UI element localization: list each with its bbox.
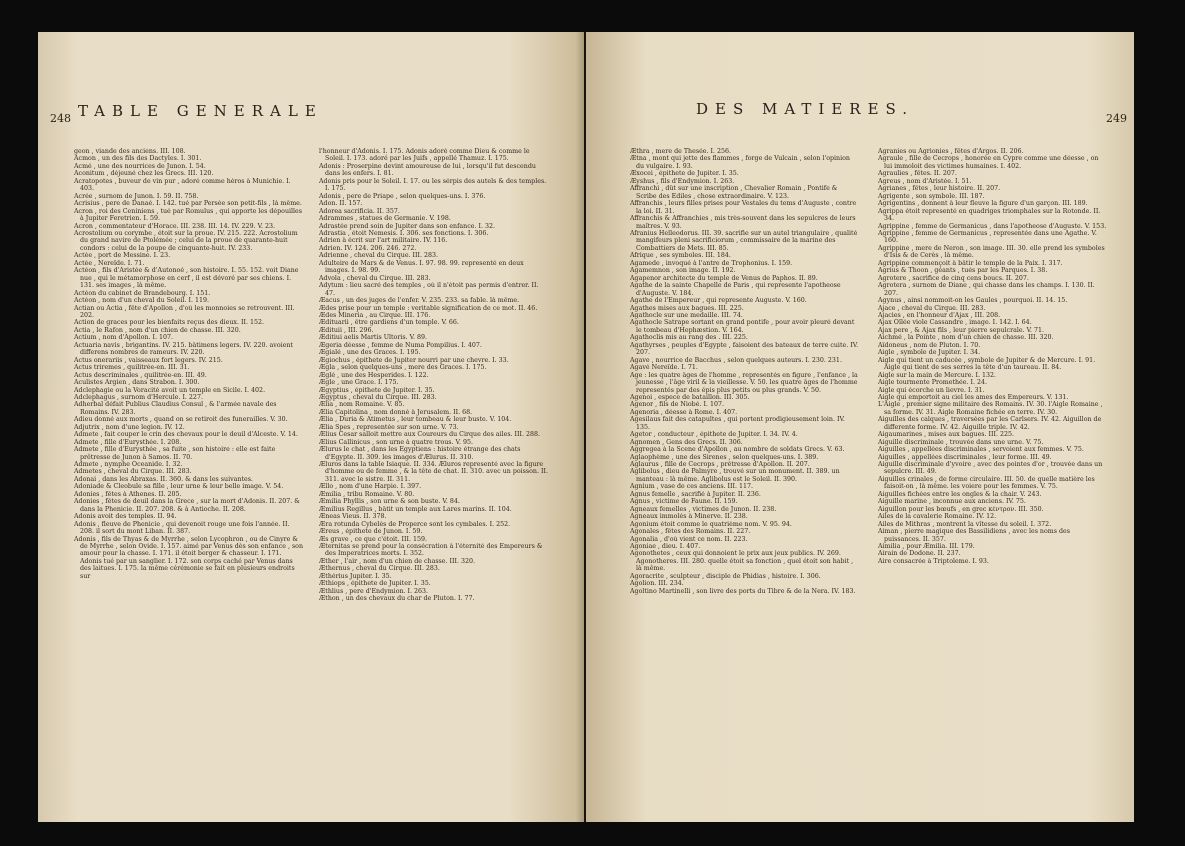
index-entry: Adonies , fêtes à Athenes. II. 205. (74, 490, 182, 498)
index-entry: Adytum : lieu sacré des temples , où il n'étoit pas permis d'entrer. II. 47. (319, 282, 539, 297)
index-entry: Acron , roi des Ceniniens , tué par Romulus , qui apporte les dépouilles à Jupiter Feretrien. I. 59. (74, 207, 303, 223)
index-entry: Adclephagus , surnom d'Hercule. I. 227. (74, 393, 203, 401)
index-entry: Æther , l'air , nom d'un chien de chasse. III. 320. (319, 557, 476, 565)
index-entry: Aigle tourmente Promethée. I. 24. (878, 379, 988, 387)
page-number-left: 248 (50, 112, 71, 125)
index-entry: Agrippine , femme de Germanicus , representée dans une Agathe. V. 160. (878, 229, 1097, 245)
index-entry: Acratopotes , buveur de vin pur , adoré comme héros à Munichie. I. 403. (74, 177, 291, 193)
index-entry: Agathyrses , peuples d'Egypte , faisoient des bateaux de terre cuite. IV. 207. (630, 341, 859, 357)
index-entry: Agolion. III. 234. (630, 580, 684, 588)
index-entry: Affranchis & Affranchies , mis très-souvent dans les sepulcres de leurs maîtres. V. 93. (630, 215, 856, 230)
index-entry: Aiguilles des calques , traversées par les Carlsers. IV. 42. Aiguillon de differente forme. IV. 42. Aiguille triple. IV. 42. (878, 416, 1102, 431)
index-entry: Adon. II. 157. (319, 200, 363, 208)
index-entry: Ægle , une Grace. I. 175. (319, 379, 399, 387)
index-entry: geon , viande des anciens. III. 108. (74, 148, 186, 155)
index-entry: Acrisius , pere de Danaé. I. 142. tué par Persée son petit-fils , là même. (74, 200, 302, 208)
index-entry: Agrotera , surnom de Diane , qui chasse dans les champs. I. 130. II. 207. (878, 282, 1095, 297)
index-entry: Agrigente , son symbole. III. 187. (878, 192, 985, 200)
index-entry: Agrigentins , donnent à leur fleuve la figure d'un garçon. III. 189. (878, 200, 1088, 208)
index-entry: Aimilia , pour Æmilia. III. 179. (878, 543, 975, 551)
index-entry: Ægyptus , cheval du Cirque. III. 283. (319, 393, 437, 401)
index-entry: Agetor , conducteur , épithete de Jupiter. I. 34. IV. 4. (630, 431, 798, 439)
index-entry: Agrippa étoit representé en quadriges triomphales sur la Rotonde. II. 34. (878, 207, 1101, 223)
index-entry: Aiguilles , appellées discriminales , leur forme. III. 49. (878, 453, 1052, 461)
index-entry: Æmilia , tribu Romaine. V. 80. (319, 490, 415, 498)
index-entry: Agrippine commençoit à bâtir le temple de la Paix. I. 317. (878, 259, 1063, 267)
index-entry: Agrippine , femme de Germanicus , dans l'apotheose d'Auguste. V. 153. (878, 222, 1107, 230)
index-entry: Æternitas se prend pour la consécration à l'éternité des Empereurs & des Imperatrices morts. I. 352. (319, 543, 543, 558)
index-entry: Agavé Nereïde. I. 71. (630, 364, 698, 372)
index-column-right-1 (630, 148, 860, 595)
index-entry: Actian ou Actia , fête d'Apollon , d'où les monnoies se retrouvent. III. 202. (74, 304, 295, 319)
index-entry: Actus onerariis , vaisseaux fort legers. IV. 215. (74, 356, 223, 364)
index-entry: Ælia , Duria & Atimetus , leur tombeau & leur buste. V. 104. (319, 416, 512, 424)
index-entry: Ælius Cesar salloit mettre aux Coureurs du Cirque des ailes. III. 288. (319, 431, 541, 439)
index-entry: Æthiops , épithete de Jupiter. I. 35. (319, 580, 431, 588)
index-entry: Agynus , ainsi nommoit-on les Gaules , pourquoi. II. 14. 15. (878, 297, 1068, 305)
index-entry: Aiguilles , appellées discriminales , servoient aux femmes. V. 75. (878, 446, 1084, 454)
index-entry: Agneaux immolés à Minerve. II. 238. (630, 513, 748, 521)
index-entry: Adonis pris pour le Soleil. I. 17. ou les sérpis des autels & des temples. I. 175. (319, 177, 547, 193)
index-entry: Acrée , surnom de Junon. I. 59. II. 758. (74, 192, 199, 200)
index-entry: Ægialé , une des Graces. I. 195. (319, 349, 421, 357)
index-entry: Ægeria déesse , femme de Numa Pompilius. I. 407. (319, 341, 482, 349)
index-entry: Adonis : Proserpine devint amoureuse de lui , lorsqu'il fut descendu dans les enfers. I. 81. (319, 162, 536, 178)
index-entry: Ætna , mont qui jette des flammes , forge de Vulcain , selon l'opinion du vulgaire. I. 93. (630, 155, 850, 170)
index-entry: Actéon , nom d'un cheval du Soleil. I. 119. (74, 297, 209, 305)
left-page (38, 32, 584, 822)
index-entry: Adonis , fleuve de Phenicie , qui devenoit rouge une fois l'année. II. 208. il sort du mont Liban. II. 387. (74, 520, 290, 536)
index-entry: Admete , fille d'Eurysthée , sa fuite , son histoire : elle est faite prêtresse de Junon à Samos. II. 70. (74, 446, 276, 461)
index-entry: Adorea sacrificia. II. 357. (319, 207, 400, 215)
index-entry: Acmé , une des nourrices de Junon. I. 54. (74, 162, 206, 170)
index-entry: Aigle sur la main de Mercure. I. 132. (878, 371, 996, 379)
index-entry: Aïdoneus , nom de Pluton. I. 70. (878, 341, 981, 349)
index-entry: Actée , Nereïde. I. 71. (74, 259, 145, 267)
index-entry: Aculistes Argien , dans Strabon. I. 300. (74, 379, 200, 387)
index-entry: Ailes de Mithras , montrent la vîtesse du soleil. I. 372. (878, 520, 1052, 528)
index-entry: Adjutrix , nom d'une legion. IV. 12. (74, 423, 185, 431)
index-entry: Affranchis , leurs filles prises pour Vestales du tems d'Auguste , contre la loi. II. 31. (630, 200, 857, 215)
index-column-left-2 (319, 148, 549, 603)
index-entry: Aiguille marine , inconnue aux anciens. IV. 75. (878, 498, 1026, 506)
index-entry: Aiguillon pour les bœufs , en grec κέντρον. III. 350. (878, 505, 1044, 513)
index-entry: Agathoclis mis au rang des . III. 225. (630, 334, 748, 342)
index-entry: Æthérius Jupiter. I. 35. (319, 572, 392, 580)
index-entry: Agoltino Martinelli , son livre des ports du Tibre & de la Nera. IV. 183. (630, 587, 856, 595)
index-entry: Adherbal défait Publius Claudius Consul , & l'armée navale des Romains. IV. 283. (74, 401, 277, 416)
index-entry: Æmilia Phyllis , son urne & son buste. V. 84. (319, 498, 460, 506)
index-entry: Aconitum , déjeuné chez les Grecs. III. 120. (74, 170, 214, 178)
index-entry: Ægiochus , épithete de Jupiter nourri par une chevre. I. 33. (319, 356, 509, 364)
index-entry: Actuaria navis , brigantins. IV. 215. bâtimens legers. IV. 220. avoient differens nombres de rameurs. IV. 220. (74, 341, 293, 357)
index-entry: Agoniae , dieu. I. 407. (630, 543, 701, 551)
index-entry: Agesilaus fait des catapultes , qui portent prodigieusement loin. IV. 135. (630, 416, 845, 431)
index-entry: Aiguille discriminale d'yvoire , avec des pointes d'or , trouvée dans un sepulcre. III. 49. (878, 461, 1103, 476)
index-entry: Agave , nourrice de Bacchus , selon quelques auteurs. I. 230. 231. (630, 356, 842, 364)
index-entry: Agrotere , sacrifice de cinq cens boucs. II. 207. (878, 274, 1029, 282)
index-entry: Admete , nymphe Oceanide. I. 32. (74, 461, 183, 469)
index-entry: Ajace , cheval du Cirque. III. 283. (878, 304, 986, 312)
index-entry: Agnomen , Gens des Grecs. II. 306. (630, 438, 743, 446)
index-entry: Adonis avoit des temples. II. 94. (74, 513, 177, 521)
index-entry: Ædituii , III. 296. (319, 326, 374, 334)
index-entry: Admete , fille d'Eurysthée. I. 208. (74, 438, 182, 446)
index-entry: Æra rotunda Cybelès de Properce sont les cymbales. I. 252. (319, 520, 511, 528)
index-entry: Agnus , victime de Faune. II. 159. (630, 498, 738, 506)
index-entry: Agapenor architecte du temple de Venus de Paphos. II. 89. (630, 274, 818, 282)
index-entry: Ælia Spes , representée sur son urne. V. 73. (319, 423, 459, 431)
index-entry: Ælia Capitolina , nom donné à Jerusalem. II. 68. (319, 408, 473, 416)
index-entry: Æmilius Regillus , bâtit un temple aux Lares marins. II. 104. (319, 505, 512, 513)
index-entry: Aiguilles crinales , de forme circulaire. III. 50. de quelle matière les faisoit-on , là même. les voiere pour les femmes. V. 75. (878, 475, 1095, 491)
index-entry: Adoniade & Cleobule sa fille , leur urne & leur belle image. V. 54. (74, 483, 284, 491)
index-entry: Æneas Vieus. II. 378. (319, 513, 387, 521)
index-entry: Adrienne , cheval du Cirque. III. 283. (319, 252, 439, 260)
index-entry: Ægyptius , épithete de Jupiter. I. 35. (319, 386, 435, 394)
index-entry: Ælia , nom Romaine. V. 85. (319, 401, 405, 409)
index-entry: l'honneur d'Adonis. I. 175. Adonis adoré comme Dieu & comme le Soleil. I. 173. adoré par les Juifs , appellé Thamuz. I. 175. (319, 148, 530, 163)
index-entry: Admetes , cheval du Cirque. III. 283. (74, 468, 192, 476)
index-entry: Adrastia , étoit Nemesis. I. 306. ses fonctions. I. 306. (319, 229, 489, 237)
index-entry: Advola , cheval du Cirque. III. 283. (319, 274, 431, 282)
index-column-right-2 (878, 148, 1108, 565)
index-entry: Actéon du cabinet de Brandebourg. I. 151. (74, 289, 211, 297)
index-entry: Agrippine , mere de Neron , son image. III. 30. elle prend les symboles d'Isis & de Cerès , là même. (878, 244, 1105, 260)
index-entry: Æthlius , pere d'Endymion. I. 263. (319, 587, 429, 595)
index-entry: Agonium étoit comme le quatrième nom. V. 95. 94. (630, 520, 792, 528)
index-entry: L'Aigle , premier signe militaire des Romains. IV. 30. l'Aigle Romaine , sa forme. IV. 31. Aigle Romaine fichée en terre. IV. 30. (878, 401, 1103, 416)
index-entry: Aiman , pierre magique des Bassilidiens , avec les noms des puissances. II. 357. (878, 528, 1070, 543)
index-entry: Æthon , un des chevaux du char de Pluton. I. 77. (319, 595, 475, 603)
index-entry: Acrostolium ou corymbe , étoit sur la proue. IV. 215. 222. Acrostolium du grand navire de Ptolémée ; celui de la proue de quarante-huit condors : celui de la poupe de cinquante-huit. IV. 233. (74, 229, 298, 252)
index-entry: Agoracrite , sculpteur , disciple de Phidias , histoire. I. 306. (630, 572, 821, 580)
index-entry: Adulteire de Mars & de Venus. I. 97. 98. 99. representé en deux images. I. 98. 99. (319, 259, 524, 275)
index-entry: Aigaumarines , mises aux bagues. III. 225. (878, 431, 1015, 439)
index-entry: Agrianes , fêtes , leur histoire. II. 207. (878, 185, 1001, 193)
index-column-left-1 (74, 148, 304, 580)
index-entry: Agathocle Satrape sortant en grand pontife , pour avoir pleuré devant le tombeau d'Hephæstion. V. 164. (630, 319, 855, 334)
right-page (586, 32, 1134, 822)
index-entry: Ægla , selon quelques-uns , mere des Graces. I. 175. (319, 364, 487, 372)
index-entry: Æluros dans la table Isiaque. II. 334. Æluros representé avec la figure d'homme ou de femme , & la tête de chat. II. 310. avec un poisson. II. 311. avec le sistre. II. 311. (319, 461, 548, 483)
index-entry: Aigle qui emportoit au ciel les ames des Empereurs. V. 131. (878, 393, 1069, 401)
index-entry: Agonales , fêtes des Romains. II. 227. (630, 528, 751, 536)
index-entry: Adrastée prend soin de Jupiter dans son enfance. I. 32. (319, 222, 495, 230)
index-entry: Adrammes , statues de Germanie. V. 198. (319, 215, 451, 223)
index-entry: Aglaurus , fille de Cecrops , prêtresse d'Apollon. II. 207. (630, 461, 810, 469)
index-entry: Agenor , fils de Niobé. I. 107. (630, 401, 724, 409)
index-entry: Actus descriminales , quilitrée-en. III. 49. (74, 371, 207, 379)
index-entry: Æreus , épithete de Junon. I. 59. (319, 528, 423, 536)
index-entry: Æditiui aelis Martis Ultoris. V. 89. (319, 334, 428, 342)
index-entry: Actéon , fils d'Aristée & d'Autonoé , son histoire. I. 55. 152. voit Diane nue , qui le métamorphose en cerf , il est dévoré par ses chiens. I. 131. ses images , là même. (74, 267, 299, 290)
index-entry: Ajax pere , & Ajax fils , leur pierre sepulcrale. V. 71. (878, 326, 1045, 334)
index-entry: Ælurus le chat , dans les Egyptiens : histoire étrange des chats d'Egypte. II. 309. les images d'Ælurus. II. 310. (319, 446, 521, 461)
index-entry: Agonothetes , ceux qui donnoient le prix aux jeux publics. IV. 269. Agonotheres. III. 280. quelle étoit sa fonction , quel étoit son habit , là même. (630, 550, 854, 573)
index-entry: Action de graces pour les bienfaits reçus des dieux. II. 152. (74, 319, 264, 327)
index-entry: Ædes prise pour un temple : veritable signification de ce mot. II. 46. (319, 304, 538, 312)
index-entry: Agnium , vase de ces anciens. III. 117. (630, 483, 754, 491)
index-entry: Adonis , pere de Priape , selon quelques-uns. I. 376. (319, 192, 486, 200)
index-entry: Agrius & Thoon , géants , tués par les Parques. I. 38. (878, 267, 1048, 275)
index-entry: Acron , commentateur d'Horace. III. 238. III. 14. IV. 229. V. 23. (74, 222, 276, 230)
index-entry: Agenoria , déesse à Rome. I. 407. (630, 408, 738, 416)
index-entry: Ailes de la cavalerie Romaine. IV. 12. (878, 513, 997, 521)
index-entry: Aichmé , la Pointe , nom d'un chien de chasse. III. 320. (878, 334, 1054, 342)
index-entry: Agraulies , fêtes. II. 207. (878, 170, 957, 178)
index-entry: Adclephagie ou la Voracité avoit un temple en Sicile. I. 402. (74, 386, 266, 394)
index-entry: Agranies ou Agrionies , fêtes d'Argos. II. 206. (878, 148, 1024, 155)
index-entry: Æxocei , épithete de Jupiter. I. 35. (630, 170, 739, 178)
index-entry: Acmon , un des fils des Dactyles. I. 301. (74, 155, 202, 163)
running-head-left: TABLE GENERALE (78, 102, 323, 120)
index-entry: Agnus femelle , sacrifié à Jupiter. II. 236. (630, 490, 761, 498)
index-entry: Agamemnon , son image. II. 192. (630, 267, 736, 275)
index-entry: Agreus , nom d'Aristée. I. 51. (878, 177, 972, 185)
running-head-right: DES MATIERES. (696, 100, 915, 118)
index-entry: Adonies , fêtes de deuil dans la Grece , sur la mort d'Adonis. II. 207. & dans la Phenicie. II. 207. 208. & à Antioche. II. 208. (74, 498, 300, 513)
index-entry: Æglé , une des Hesperides. I. 122. (319, 371, 429, 379)
index-entry: Agraule , fille de Cecrops , honorée en Cypre comme une déesse , on lui immoloit des victimes humaines. I. 402. (878, 155, 1099, 170)
index-entry: Admete , fait couper le crin des chevaux pour le deuil d'Alceste. V. 14. (74, 431, 298, 439)
index-entry: Agathe de l'Empereur , qui represente Auguste. V. 160. (630, 297, 807, 305)
index-entry: Ællo , nom d'une Harpie. I. 397. (319, 483, 422, 491)
index-entry: Adieu donné aux morts , quand on se retiroit des funerailles. V. 30. (74, 416, 288, 424)
index-entry: Æs grave , ce que c'étoit. III. 159. (319, 535, 428, 543)
index-entry: Airain de Dodone. II. 237. (878, 550, 961, 558)
index-entry: Agenoi , espece de bataillon. III. 305. (630, 393, 750, 401)
index-entry: Ajacies , en l'honneur d'Ajax , III. 208. (878, 311, 1001, 319)
index-entry: Adrien. IV. 124. 206. 246. 272. (319, 244, 417, 252)
index-entry: Ælius Callinicus , son urne à quatre trous. V. 95. (319, 438, 473, 446)
index-entry: Adonis , fils de Thyas & de Myrrhe , selon Lycophron , ou de Cinyre & de Myrrhe , selon Ovide. I. 157. aimé par Venus dès son enfance , son amour pour la chasse. I. 171. il étoit berger & chasseur. I. 171. Adonis tué par un sanglier. I. 172. son corps caché par Venus dans des laitues. I. 175. la même cérémonie se fait en plusieurs endroits sur (74, 535, 304, 580)
index-entry: Ædes Mineria , au Cirque. III. 176. (319, 311, 431, 319)
index-entry: Actus triremes , quilitrée-en. III. 31. (74, 364, 190, 372)
index-entry: Aglibolus , dieu de Palmyre , trouvé sur un monument. II. 389. un manteau : là même. Aglibolus est le Soleil. II. 390. (630, 468, 840, 483)
index-entry: Afranius Helleodorus. III. 39. sacrifie sur un autel triangulaire , qualité mangifeurs pleni sacrificiorum , commissaire de la marine des Combattiers de Mets. III. 85. (630, 229, 858, 252)
index-entry: Ajax Oïlée viole Cassandre , image. I. 142. I. 64. (878, 319, 1032, 327)
index-entry: Agamede , invoqué à l'antre de Trophonius. I. 159. (630, 259, 793, 267)
index-entry: Æacus , un des juges de l'enfer. V. 235. 233. sa fable. là même. (319, 297, 520, 305)
index-entry: Aire consacrée à Triptoleme. I. 93. (878, 557, 989, 565)
index-entry: Agonalia , d'où vient ce nom. II. 223. (630, 535, 748, 543)
index-entry: Agathes mises aux bagues. III. 225. (630, 304, 744, 312)
index-entry: Aiguille discriminale , trouvée dans une urne. V. 75. (878, 438, 1044, 446)
index-entry: Æthernus , cheval du Cirque. III. 283. (319, 565, 440, 573)
page-number-right: 249 (1106, 112, 1127, 125)
index-entry: Agathe de la sainte Chapelle de Paris , qui represente l'apotheose d'Auguste. V. 184. (630, 282, 841, 297)
index-entry: Age : les quatre âges de l'homme , representés en figure , l'enfance , la jeunesse , l'âge viril & la vieillesse. V. 50. les quatre âges de l'homme representés par des épis plus petits ou plus grands. V. 50. (630, 371, 858, 394)
index-entry: Actia , le Rafon , nom d'un chien de chasse. III. 320. (74, 326, 241, 334)
index-entry: Aiguilles fichées entre les ongles & la chair. V. 243. (878, 490, 1042, 498)
index-entry: Adonai , dans les Abraxas. II. 360. & dans les suivantes. (74, 475, 253, 483)
index-entry: Ædituarii , être gardiens d'un temple. V. 66. (319, 319, 459, 327)
index-entry: Adrien à écrit sur l'art militaire. IV. 116. (319, 237, 448, 245)
index-entry: Affranchi , dût sur une inscription , Chevalier Romain , Pontife & Scribe des Ediles , chose extraordinaire. V. 123. (630, 185, 838, 200)
index-entry: Actium , nom d'Apollon. I. 107. (74, 334, 173, 342)
index-entry: Aigle qui tient un caducée , symbole de Jupiter & de Mercure. I. 91. Aigle qui tient de ses serres la tête d'un taureau. II. 84. (878, 356, 1096, 372)
index-entry: Afrique , ses symboles. III. 184. (630, 252, 731, 260)
index-entry: Actée , port de Messine. I. 23. (74, 252, 171, 260)
index-entry: Æthra , mere de Thesée. I. 256. (630, 148, 732, 155)
index-entry: Æyshus , fils d'Endymion. I. 263. (630, 177, 735, 185)
index-entry: Aggregea à la Scene d'Apollon , au nombre de soldats Grecs. V. 63. (630, 446, 845, 454)
index-entry: Agneaux femelles , victimes de Junon. II. 238. (630, 505, 777, 513)
index-entry: Aigle , symbole de Jupiter. I. 34. (878, 349, 981, 357)
index-entry: Aglaophème , une des Sirenes , selon quelques-uns. I. 389. (630, 453, 819, 461)
index-entry: Agathocle sur une medaille. III. 74. (630, 311, 743, 319)
index-entry: Aigle qui écorche un lievre. I. 31. (878, 386, 985, 394)
